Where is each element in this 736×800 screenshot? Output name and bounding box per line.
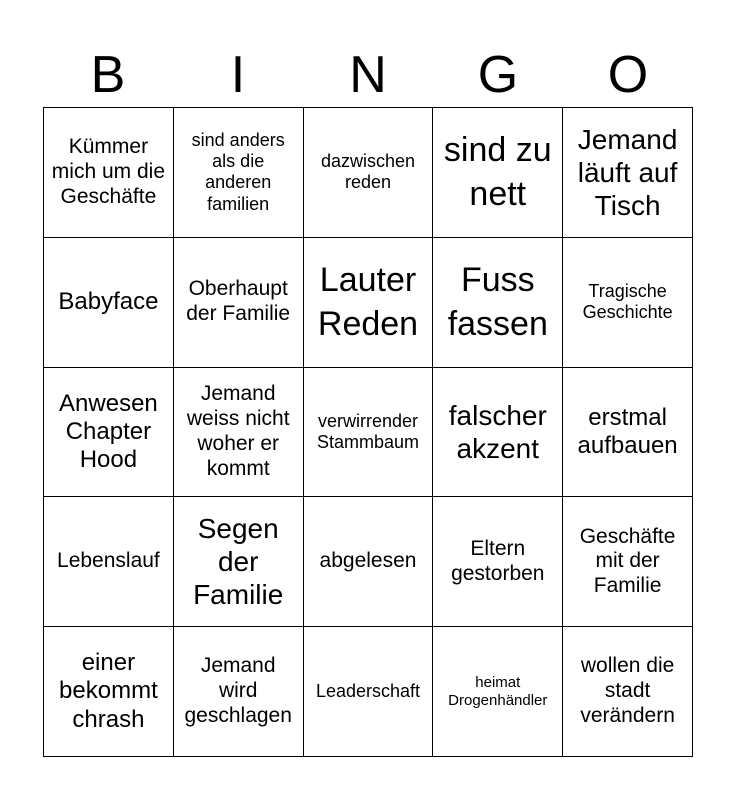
header-letter-o: O xyxy=(607,46,649,104)
bingo-cell[interactable]: Anwesen Chapter Hood xyxy=(44,368,174,498)
bingo-cell[interactable]: Segen der Familie xyxy=(174,497,304,627)
bingo-cell[interactable]: Jemand läuft auf Tisch xyxy=(563,108,693,238)
bingo-cell[interactable]: falscher akzent xyxy=(433,368,563,498)
bingo-cell[interactable]: heimat Drogenhändler xyxy=(433,627,563,757)
bingo-cell[interactable]: Leaderschaft xyxy=(304,627,434,757)
bingo-cell[interactable]: verwirrender Stammbaum xyxy=(304,368,434,498)
bingo-cell[interactable]: dazwischen reden xyxy=(304,108,434,238)
header-letter-g: G xyxy=(477,46,519,104)
bingo-cell[interactable]: Jemand weiss nicht woher er kommt xyxy=(174,368,304,498)
bingo-cell[interactable]: sind zu nett xyxy=(433,108,563,238)
bingo-cell[interactable]: erstmal aufbauen xyxy=(563,368,693,498)
bingo-cell[interactable]: Kümmer mich um die Geschäfte xyxy=(44,108,174,238)
bingo-cell[interactable]: abgelesen xyxy=(304,497,434,627)
bingo-header xyxy=(43,46,693,104)
bingo-cell[interactable]: Eltern gestorben xyxy=(433,497,563,627)
bingo-cell[interactable]: Lauter Reden xyxy=(304,238,434,368)
bingo-cell[interactable]: Babyface xyxy=(44,238,174,368)
bingo-cell[interactable]: Oberhaupt der Familie xyxy=(174,238,304,368)
bingo-cell[interactable]: Jemand wird geschlagen xyxy=(174,627,304,757)
bingo-cell[interactable]: wollen die stadt verändern xyxy=(563,627,693,757)
bingo-cell[interactable]: sind anders als die anderen familien xyxy=(174,108,304,238)
bingo-cell[interactable]: Tragische Geschichte xyxy=(563,238,693,368)
header-letter-b: B xyxy=(90,46,126,104)
bingo-cell[interactable]: Lebenslauf xyxy=(44,497,174,627)
bingo-cell[interactable]: einer bekommt chrash xyxy=(44,627,174,757)
header-letter-n: N xyxy=(349,46,387,104)
bingo-cell[interactable]: Fuss fassen xyxy=(433,238,563,368)
bingo-grid xyxy=(43,107,693,757)
header-letter-i: I xyxy=(230,46,246,104)
bingo-cell[interactable]: Geschäfte mit der Familie xyxy=(563,497,693,627)
